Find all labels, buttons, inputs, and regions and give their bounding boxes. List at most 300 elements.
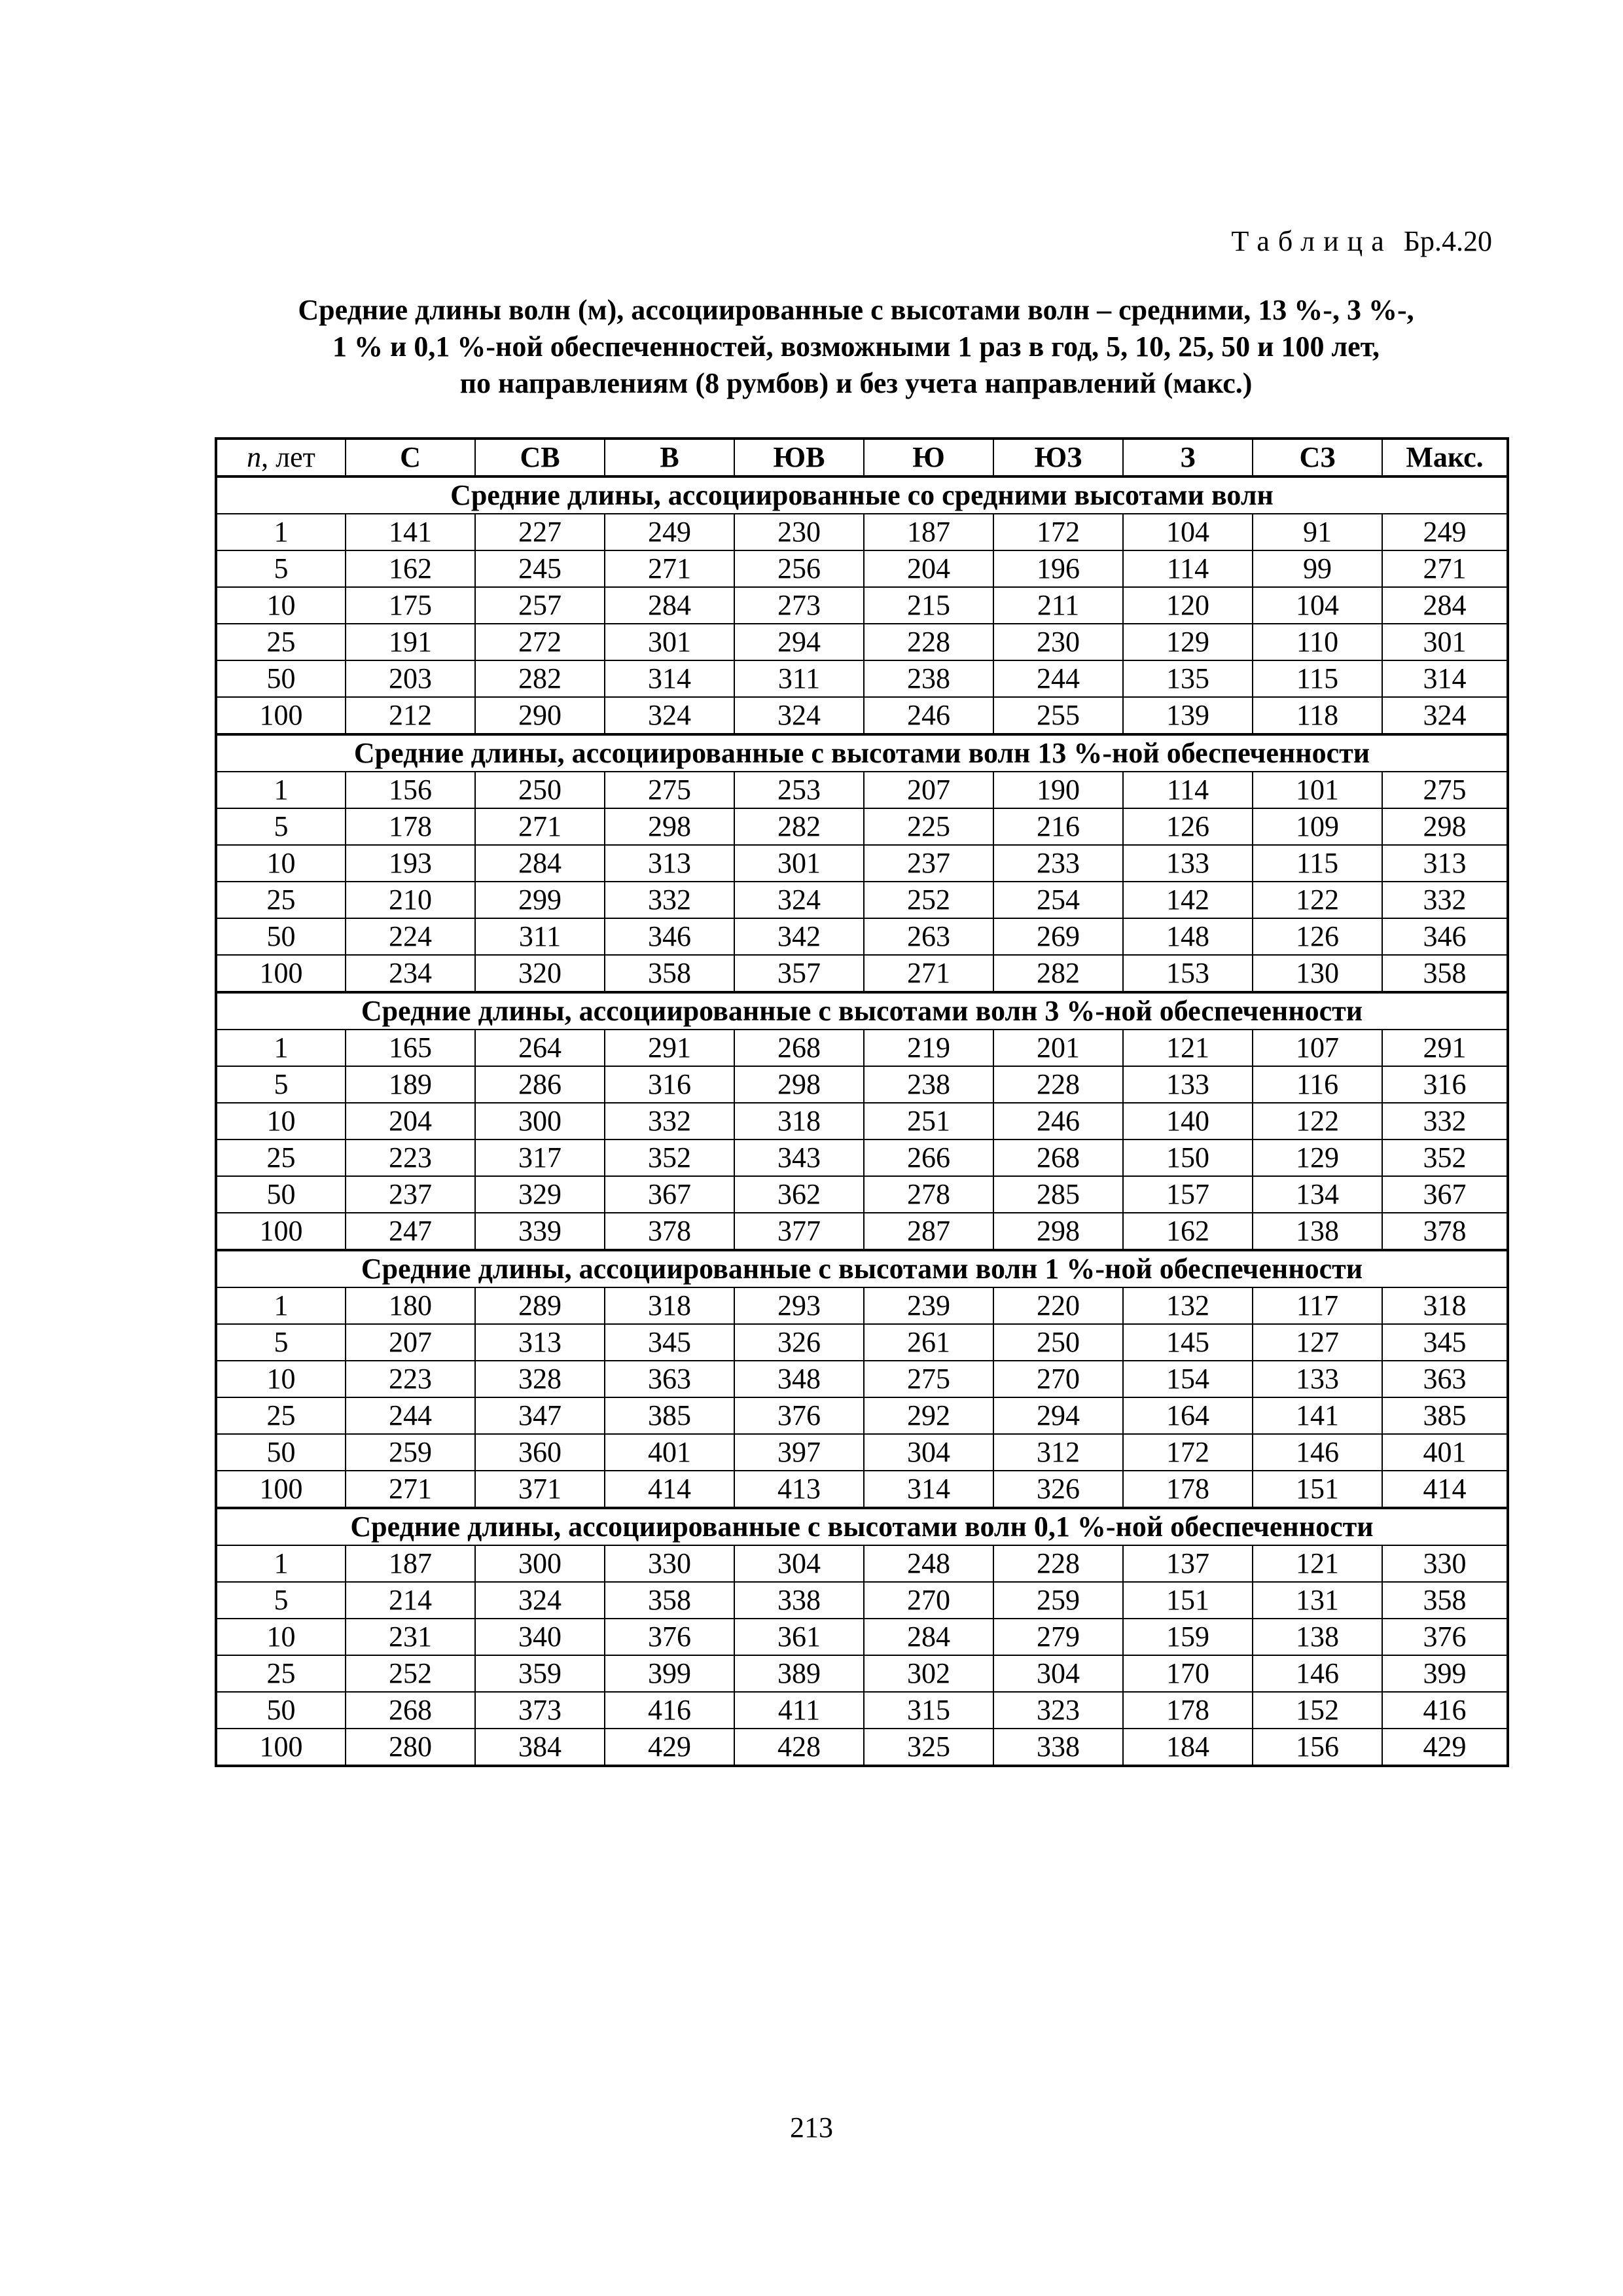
value-cell: 272 [475, 624, 605, 660]
value-cell: 329 [475, 1176, 605, 1213]
years-cell: 1 [216, 1287, 346, 1324]
years-cell: 100 [216, 955, 346, 992]
value-cell: 378 [605, 1213, 734, 1250]
value-cell: 294 [734, 624, 864, 660]
value-cell: 156 [1253, 1729, 1382, 1766]
value-cell: 282 [734, 808, 864, 845]
value-cell: 139 [1123, 697, 1253, 734]
table-row [216, 1729, 1508, 1766]
years-cell: 5 [216, 1582, 346, 1619]
value-cell: 104 [1253, 587, 1382, 624]
value-cell: 268 [734, 1030, 864, 1066]
value-cell: 215 [864, 587, 993, 624]
section-header-row [216, 734, 1508, 772]
value-cell: 428 [734, 1729, 864, 1766]
value-cell: 131 [1253, 1582, 1382, 1619]
value-cell: 189 [346, 1066, 475, 1103]
value-cell: 251 [864, 1103, 993, 1139]
value-cell: 244 [346, 1397, 475, 1434]
value-cell: 300 [475, 1103, 605, 1139]
value-cell: 162 [1123, 1213, 1253, 1250]
value-cell: 252 [864, 882, 993, 918]
value-cell: 269 [993, 918, 1123, 955]
value-cell: 187 [864, 514, 993, 550]
value-cell: 165 [346, 1030, 475, 1066]
value-cell: 193 [346, 845, 475, 882]
value-cell: 416 [605, 1692, 734, 1729]
value-cell: 162 [346, 550, 475, 587]
value-cell: 399 [1382, 1655, 1508, 1692]
value-cell: 358 [605, 1582, 734, 1619]
value-cell: 352 [1382, 1139, 1508, 1176]
value-cell: 324 [1382, 697, 1508, 734]
caption-line: Средние длины волн (м), ассоциированные с высотами волн – средними, 13 %-, 3 %-, [298, 294, 1414, 326]
table-row [216, 1139, 1508, 1176]
value-cell: 315 [864, 1692, 993, 1729]
value-cell: 250 [475, 772, 605, 808]
value-cell: 376 [1382, 1619, 1508, 1655]
years-cell: 1 [216, 772, 346, 808]
value-cell: 126 [1253, 918, 1382, 955]
table-row [216, 1619, 1508, 1655]
value-cell: 316 [605, 1066, 734, 1103]
value-cell: 230 [993, 624, 1123, 660]
value-cell: 233 [993, 845, 1123, 882]
header-years-unit: , лет [261, 441, 315, 473]
value-cell: 247 [346, 1213, 475, 1250]
table-caption [215, 292, 1497, 402]
value-cell: 249 [605, 514, 734, 550]
value-cell: 367 [605, 1176, 734, 1213]
value-cell: 175 [346, 587, 475, 624]
section-title: Средние длины, ассоциированные с высотами волн 0,1 %-ной обеспеченности [216, 1508, 1508, 1545]
value-cell: 284 [1382, 587, 1508, 624]
value-cell: 114 [1123, 550, 1253, 587]
value-cell: 399 [605, 1655, 734, 1692]
value-cell: 271 [346, 1471, 475, 1508]
value-cell: 115 [1253, 845, 1382, 882]
value-cell: 138 [1253, 1213, 1382, 1250]
value-cell: 298 [1382, 808, 1508, 845]
value-cell: 91 [1253, 514, 1382, 550]
value-cell: 363 [1382, 1361, 1508, 1397]
value-cell: 384 [475, 1729, 605, 1766]
value-cell: 250 [993, 1324, 1123, 1361]
value-cell: 311 [734, 660, 864, 697]
value-cell: 228 [993, 1545, 1123, 1582]
header-cell: ЮЗ [993, 439, 1123, 476]
value-cell: 211 [993, 587, 1123, 624]
value-cell: 180 [346, 1287, 475, 1324]
value-cell: 293 [734, 1287, 864, 1324]
value-cell: 330 [1382, 1545, 1508, 1582]
wave-length-table [215, 437, 1509, 1767]
value-cell: 401 [605, 1434, 734, 1471]
years-cell: 5 [216, 1066, 346, 1103]
value-cell: 219 [864, 1030, 993, 1066]
value-cell: 313 [1382, 845, 1508, 882]
value-cell: 298 [605, 808, 734, 845]
value-cell: 259 [346, 1434, 475, 1471]
value-cell: 278 [864, 1176, 993, 1213]
years-cell: 25 [216, 624, 346, 660]
value-cell: 284 [864, 1619, 993, 1655]
value-cell: 373 [475, 1692, 605, 1729]
value-cell: 378 [1382, 1213, 1508, 1250]
value-cell: 159 [1123, 1619, 1253, 1655]
value-cell: 279 [993, 1619, 1123, 1655]
value-cell: 292 [864, 1397, 993, 1434]
value-cell: 314 [864, 1471, 993, 1508]
years-cell: 25 [216, 882, 346, 918]
value-cell: 249 [1382, 514, 1508, 550]
value-cell: 210 [346, 882, 475, 918]
table-row [216, 514, 1508, 550]
table-row [216, 1066, 1508, 1103]
value-cell: 401 [1382, 1434, 1508, 1471]
years-cell: 25 [216, 1397, 346, 1434]
value-cell: 141 [346, 514, 475, 550]
years-cell: 10 [216, 1619, 346, 1655]
value-cell: 302 [864, 1655, 993, 1692]
table-row [216, 1582, 1508, 1619]
years-cell: 10 [216, 587, 346, 624]
header-cell: Ю [864, 439, 993, 476]
value-cell: 228 [993, 1066, 1123, 1103]
value-cell: 252 [346, 1655, 475, 1692]
value-cell: 291 [1382, 1030, 1508, 1066]
table-row [216, 1655, 1508, 1692]
value-cell: 363 [605, 1361, 734, 1397]
header-cell-years [216, 439, 346, 476]
years-cell: 100 [216, 1213, 346, 1250]
section-title: Средние длины, ассоциированные с высотами волн 1 %-ной обеспеченности [216, 1250, 1508, 1287]
years-cell: 10 [216, 1361, 346, 1397]
table-row [216, 1287, 1508, 1324]
years-cell: 50 [216, 1434, 346, 1471]
value-cell: 238 [864, 1066, 993, 1103]
value-cell: 358 [1382, 1582, 1508, 1619]
value-cell: 146 [1253, 1655, 1382, 1692]
value-cell: 325 [864, 1729, 993, 1766]
value-cell: 332 [605, 882, 734, 918]
value-cell: 248 [864, 1545, 993, 1582]
value-cell: 304 [734, 1545, 864, 1582]
table-row [216, 1434, 1508, 1471]
value-cell: 357 [734, 955, 864, 992]
value-cell: 225 [864, 808, 993, 845]
value-cell: 332 [605, 1103, 734, 1139]
years-cell: 100 [216, 697, 346, 734]
years-cell: 50 [216, 918, 346, 955]
value-cell: 301 [734, 845, 864, 882]
value-cell: 273 [734, 587, 864, 624]
value-cell: 324 [475, 1582, 605, 1619]
value-cell: 332 [1382, 882, 1508, 918]
value-cell: 132 [1123, 1287, 1253, 1324]
value-cell: 275 [864, 1361, 993, 1397]
value-cell: 271 [475, 808, 605, 845]
value-cell: 150 [1123, 1139, 1253, 1176]
section-header-row [216, 476, 1508, 514]
value-cell: 358 [605, 955, 734, 992]
years-cell: 5 [216, 550, 346, 587]
value-cell: 358 [1382, 955, 1508, 992]
value-cell: 268 [346, 1692, 475, 1729]
value-cell: 361 [734, 1619, 864, 1655]
value-cell: 214 [346, 1582, 475, 1619]
header-cell: СВ [475, 439, 605, 476]
value-cell: 204 [864, 550, 993, 587]
value-cell: 290 [475, 697, 605, 734]
value-cell: 311 [475, 918, 605, 955]
value-cell: 324 [605, 697, 734, 734]
value-cell: 142 [1123, 882, 1253, 918]
table-row [216, 918, 1508, 955]
years-cell: 25 [216, 1139, 346, 1176]
value-cell: 287 [864, 1213, 993, 1250]
table-row [216, 660, 1508, 697]
table-row [216, 1176, 1508, 1213]
value-cell: 312 [993, 1434, 1123, 1471]
value-cell: 115 [1253, 660, 1382, 697]
value-cell: 184 [1123, 1729, 1253, 1766]
value-cell: 263 [864, 918, 993, 955]
years-cell: 1 [216, 1030, 346, 1066]
years-cell: 25 [216, 1655, 346, 1692]
value-cell: 376 [734, 1397, 864, 1434]
value-cell: 371 [475, 1471, 605, 1508]
value-cell: 238 [864, 660, 993, 697]
value-cell: 385 [1382, 1397, 1508, 1434]
table-row [216, 587, 1508, 624]
value-cell: 164 [1123, 1397, 1253, 1434]
value-cell: 326 [993, 1471, 1123, 1508]
value-cell: 324 [734, 882, 864, 918]
value-cell: 122 [1253, 1103, 1382, 1139]
value-cell: 130 [1253, 955, 1382, 992]
value-cell: 224 [346, 918, 475, 955]
value-cell: 127 [1253, 1324, 1382, 1361]
value-cell: 138 [1253, 1619, 1382, 1655]
value-cell: 261 [864, 1324, 993, 1361]
table-row [216, 624, 1508, 660]
value-cell: 340 [475, 1619, 605, 1655]
value-cell: 264 [475, 1030, 605, 1066]
value-cell: 275 [1382, 772, 1508, 808]
table-row [216, 1213, 1508, 1250]
value-cell: 178 [1123, 1471, 1253, 1508]
value-cell: 289 [475, 1287, 605, 1324]
value-cell: 116 [1253, 1066, 1382, 1103]
value-cell: 237 [346, 1176, 475, 1213]
value-cell: 151 [1123, 1582, 1253, 1619]
value-cell: 282 [993, 955, 1123, 992]
years-cell: 1 [216, 514, 346, 550]
value-cell: 234 [346, 955, 475, 992]
value-cell: 300 [475, 1545, 605, 1582]
value-cell: 271 [864, 955, 993, 992]
value-cell: 237 [864, 845, 993, 882]
value-cell: 284 [605, 587, 734, 624]
value-cell: 146 [1253, 1434, 1382, 1471]
value-cell: 360 [475, 1434, 605, 1471]
value-cell: 314 [605, 660, 734, 697]
value-cell: 298 [993, 1213, 1123, 1250]
value-cell: 339 [475, 1213, 605, 1250]
value-cell: 212 [346, 697, 475, 734]
table-row [216, 1692, 1508, 1729]
value-cell: 304 [993, 1655, 1123, 1692]
value-cell: 122 [1253, 882, 1382, 918]
value-cell: 301 [605, 624, 734, 660]
years-cell: 10 [216, 845, 346, 882]
value-cell: 134 [1253, 1176, 1382, 1213]
value-cell: 253 [734, 772, 864, 808]
page-number: 213 [790, 2111, 833, 2144]
section-header-row [216, 992, 1508, 1030]
value-cell: 275 [605, 772, 734, 808]
header-cell: Макс. [1382, 439, 1508, 476]
value-cell: 285 [993, 1176, 1123, 1213]
value-cell: 284 [475, 845, 605, 882]
value-cell: 190 [993, 772, 1123, 808]
value-cell: 133 [1123, 1066, 1253, 1103]
section-title: Средние длины, ассоциированные с высотами волн 13 %-ной обеспеченности [216, 734, 1508, 772]
value-cell: 246 [864, 697, 993, 734]
value-cell: 299 [475, 882, 605, 918]
value-cell: 178 [346, 808, 475, 845]
caption-line: 1 % и 0,1 %-ной обеспеченностей, возможными 1 раз в год, 5, 10, 25, 50 и 100 лет, [332, 331, 1380, 363]
value-cell: 323 [993, 1692, 1123, 1729]
table-label [1232, 224, 1492, 258]
years-cell: 5 [216, 808, 346, 845]
value-cell: 256 [734, 550, 864, 587]
value-cell: 156 [346, 772, 475, 808]
value-cell: 191 [346, 624, 475, 660]
value-cell: 298 [734, 1066, 864, 1103]
value-cell: 301 [1382, 624, 1508, 660]
value-cell: 330 [605, 1545, 734, 1582]
value-cell: 282 [475, 660, 605, 697]
value-cell: 414 [605, 1471, 734, 1508]
value-cell: 268 [993, 1139, 1123, 1176]
value-cell: 207 [864, 772, 993, 808]
value-cell: 318 [605, 1287, 734, 1324]
section-title: Средние длины, ассоциированные с высотами волн 3 %-ной обеспеченности [216, 992, 1508, 1030]
value-cell: 316 [1382, 1066, 1508, 1103]
value-cell: 126 [1123, 808, 1253, 845]
value-cell: 257 [475, 587, 605, 624]
years-cell: 10 [216, 1103, 346, 1139]
table-row [216, 1471, 1508, 1508]
table-row [216, 882, 1508, 918]
value-cell: 121 [1253, 1545, 1382, 1582]
value-cell: 151 [1253, 1471, 1382, 1508]
value-cell: 338 [993, 1729, 1123, 1766]
value-cell: 389 [734, 1655, 864, 1692]
header-cell: ЮВ [734, 439, 864, 476]
header-cell: З [1123, 439, 1253, 476]
value-cell: 413 [734, 1471, 864, 1508]
value-cell: 313 [605, 845, 734, 882]
value-cell: 270 [993, 1361, 1123, 1397]
value-cell: 129 [1123, 624, 1253, 660]
value-cell: 148 [1123, 918, 1253, 955]
header-cell: С [346, 439, 475, 476]
table-row [216, 808, 1508, 845]
value-cell: 101 [1253, 772, 1382, 808]
value-cell: 271 [605, 550, 734, 587]
value-cell: 359 [475, 1655, 605, 1692]
value-cell: 135 [1123, 660, 1253, 697]
value-cell: 429 [605, 1729, 734, 1766]
years-cell: 50 [216, 660, 346, 697]
value-cell: 107 [1253, 1030, 1382, 1066]
table-label-prefix: Таблица [1231, 225, 1393, 257]
value-cell: 271 [1382, 550, 1508, 587]
value-cell: 145 [1123, 1324, 1253, 1361]
years-cell: 50 [216, 1692, 346, 1729]
value-cell: 332 [1382, 1103, 1508, 1139]
value-cell: 154 [1123, 1361, 1253, 1397]
value-cell: 228 [864, 624, 993, 660]
value-cell: 246 [993, 1103, 1123, 1139]
years-cell: 5 [216, 1324, 346, 1361]
value-cell: 245 [475, 550, 605, 587]
value-cell: 338 [734, 1582, 864, 1619]
value-cell: 227 [475, 514, 605, 550]
value-cell: 348 [734, 1361, 864, 1397]
value-cell: 239 [864, 1287, 993, 1324]
value-cell: 203 [346, 660, 475, 697]
value-cell: 196 [993, 550, 1123, 587]
value-cell: 104 [1123, 514, 1253, 550]
header-row [216, 439, 1508, 476]
value-cell: 318 [1382, 1287, 1508, 1324]
value-cell: 429 [1382, 1729, 1508, 1766]
table-row [216, 1324, 1508, 1361]
value-cell: 207 [346, 1324, 475, 1361]
section-header-row [216, 1508, 1508, 1545]
value-cell: 345 [605, 1324, 734, 1361]
value-cell: 137 [1123, 1545, 1253, 1582]
value-cell: 110 [1253, 624, 1382, 660]
table-row [216, 772, 1508, 808]
value-cell: 99 [1253, 550, 1382, 587]
table-row [216, 955, 1508, 992]
value-cell: 346 [1382, 918, 1508, 955]
table-body [216, 476, 1508, 1766]
value-cell: 294 [993, 1397, 1123, 1434]
value-cell: 170 [1123, 1655, 1253, 1692]
value-cell: 324 [734, 697, 864, 734]
value-cell: 266 [864, 1139, 993, 1176]
value-cell: 220 [993, 1287, 1123, 1324]
value-cell: 117 [1253, 1287, 1382, 1324]
value-cell: 216 [993, 808, 1123, 845]
table-row [216, 697, 1508, 734]
value-cell: 304 [864, 1434, 993, 1471]
value-cell: 343 [734, 1139, 864, 1176]
caption-line: по направлениям (8 румбов) и без учета направлений (макс.) [459, 367, 1253, 399]
value-cell: 141 [1253, 1397, 1382, 1434]
value-cell: 328 [475, 1361, 605, 1397]
value-cell: 313 [475, 1324, 605, 1361]
value-cell: 416 [1382, 1692, 1508, 1729]
value-cell: 223 [346, 1139, 475, 1176]
table-row [216, 845, 1508, 882]
